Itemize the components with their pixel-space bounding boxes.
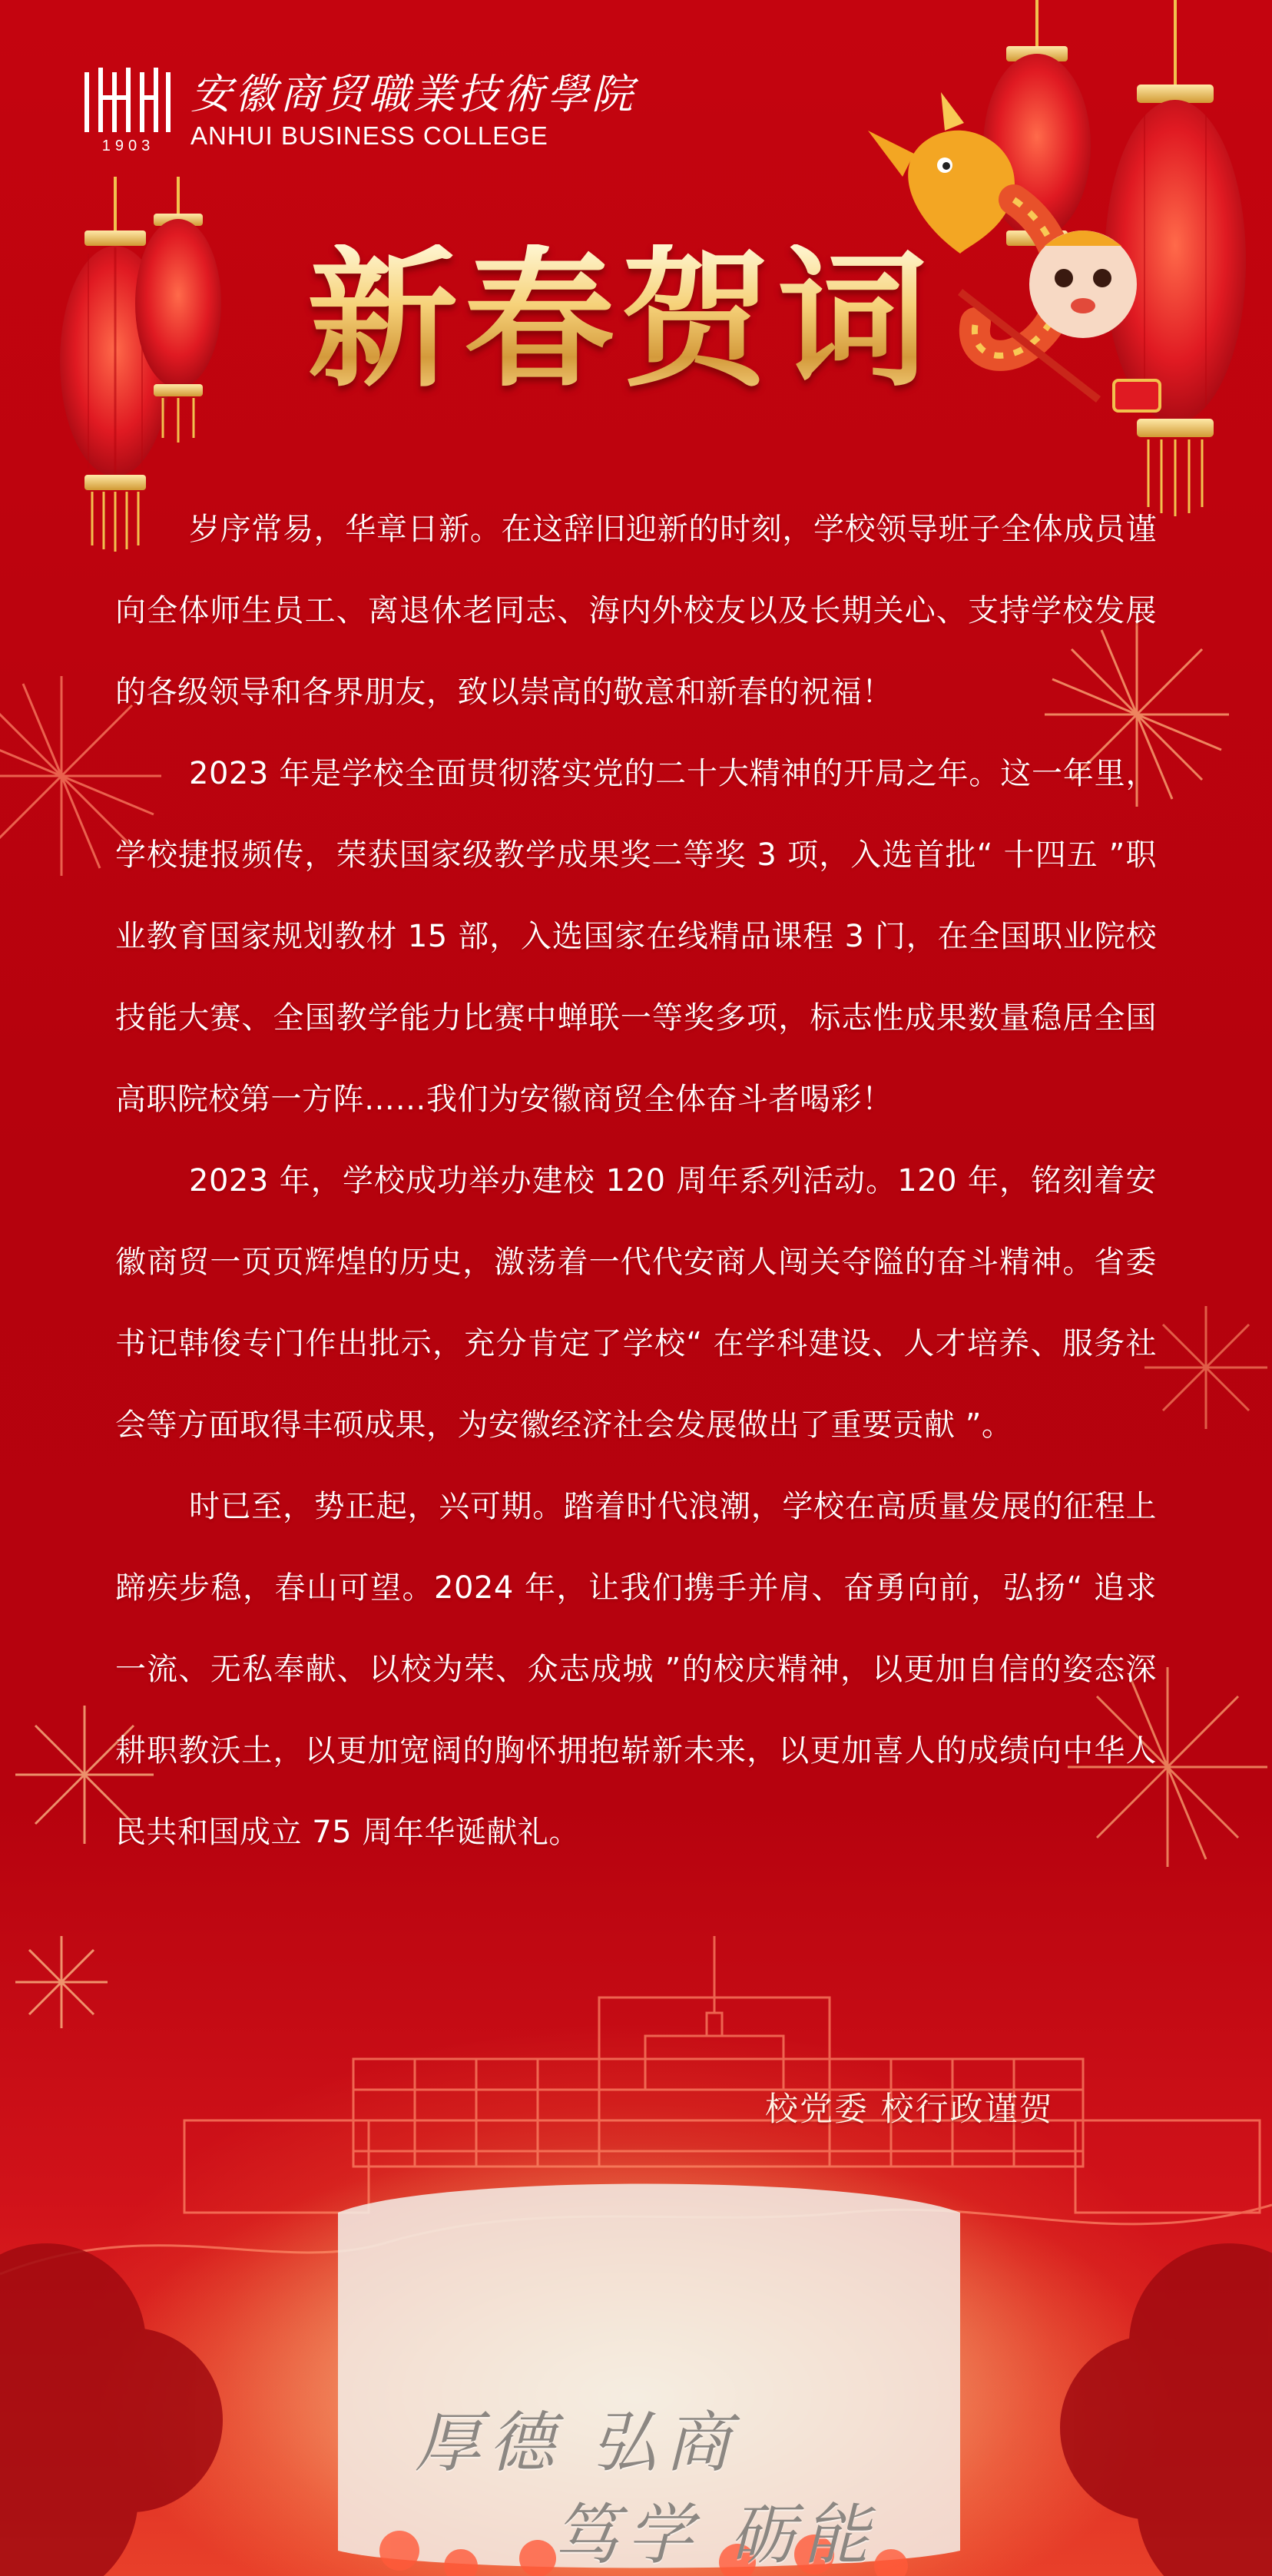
- motto-line-1: 厚德 弘商: [415, 2405, 739, 2482]
- college-name-en: ANHUI BUSINESS COLLEGE: [190, 121, 548, 150]
- paragraph: 2023 年，学校成功举办建校 120 周年系列活动。120 年，铭刻着安徽商贸一页页辉煌的历史，激荡着一代代安商人闯关夺隘的奋斗精神。省委书记韩俊专门作出批示，充分肯定了学校“ 在学科建设、人才培养、服务社会等方面取得丰硕成果，为安徽经济社会发展做出了重要贡献 ”。: [115, 1163, 1157, 1443]
- logo-year: 1903: [101, 138, 155, 154]
- motto-line-2: 笃学 砺能: [553, 2497, 877, 2574]
- page-title: 新春贺词: [307, 244, 968, 395]
- paragraph: 时已至，势正起，兴可期。踏着时代浪潮，学校在高质量发展的征程上蹄疾步稳，春山可望。2024 年，让我们携手并肩、奋勇向前，弘扬“ 追求一流、无私奉献、以校为荣、众志成城 ”的校庆精神，以更加自信的姿态深耕职教沃土，以更加宽阔的胸怀拥抱崭新未来，以更加喜人的成绩向中华人民共和国成立 75 周年华诞献礼。: [115, 1489, 1157, 1850]
- paragraph: 岁序常易，华章日新。在这辞旧迎新的时刻，学校领导班子全体成员谨向全体师生员工、离退休老同志、海内外校友以及长期关心、支持学校发展的各级领导和各界朋友，致以崇高的敬意和新春的祝福！: [115, 512, 1157, 710]
- firework-icon: [1144, 1306, 1267, 1429]
- college-logo: [83, 68, 636, 154]
- paragraph: 2023 年是学校全面贯彻落实党的二十大精神的开局之年。这一年里，学校捷报频传，荣获国家级教学成果奖二等奖 3 项，入选首批“ 十四五 ”职业教育国家规划教材 15 部，入选国家在线精品课程 3 门，在全国职业院校技能大赛、全国教学能力比赛中蝉联一等奖多项，标志性成果数量稳居全国高职院校第一方阵……我们为安徽商贸全体奋斗者喝彩！: [115, 756, 1157, 1117]
- college-name-cn: 安徽商贸職業技術學院: [190, 69, 636, 118]
- signature: 校党委 校行政谨贺: [765, 2090, 1054, 2129]
- college-seal-icon: [83, 68, 174, 154]
- greeting-body: [115, 489, 1157, 1873]
- college-name: [190, 69, 636, 150]
